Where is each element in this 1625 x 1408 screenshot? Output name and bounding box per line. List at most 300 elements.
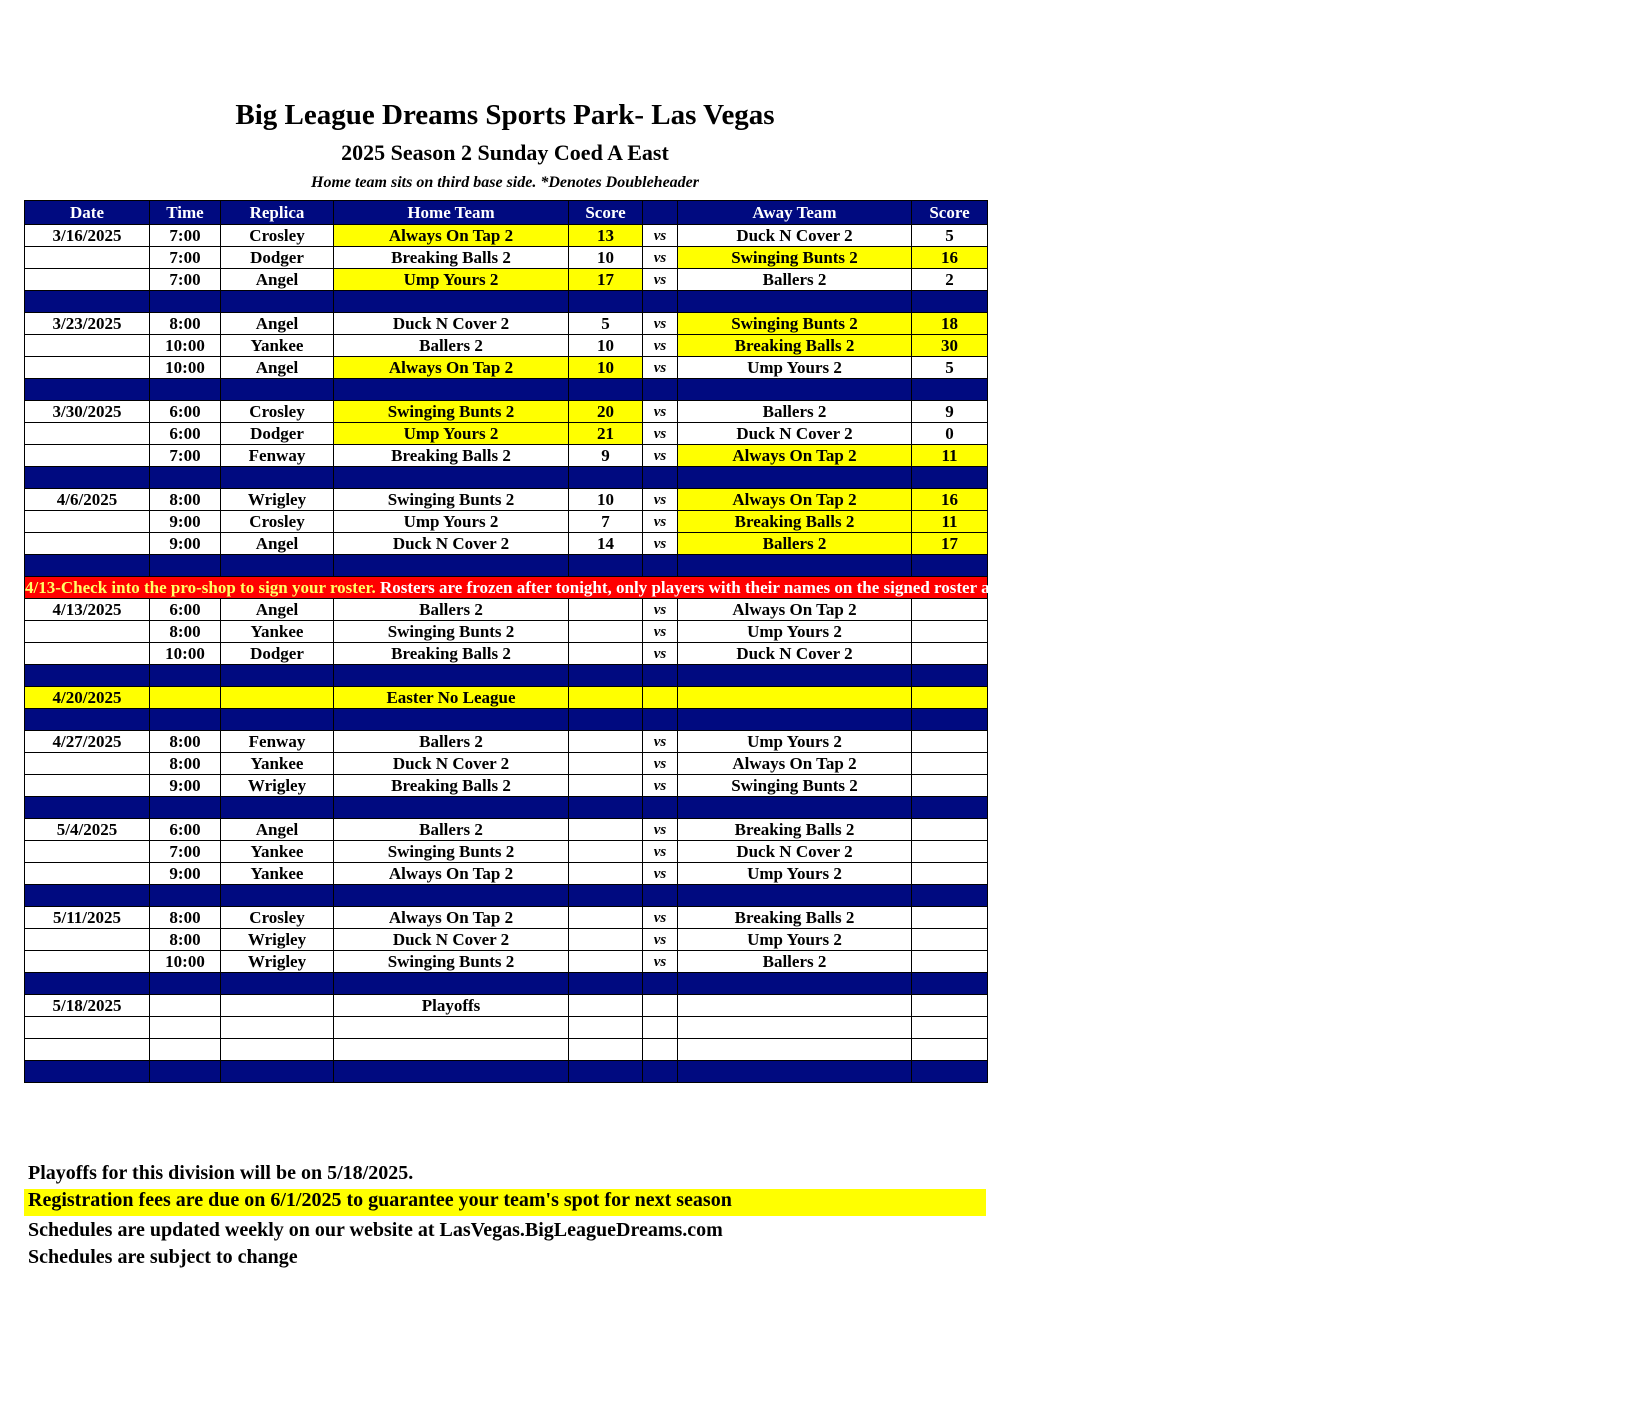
- away-score-cell: [912, 951, 988, 973]
- separator-cell: [25, 665, 150, 687]
- separator-cell: [678, 1061, 912, 1083]
- page-title: Big League Dreams Sports Park- Las Vegas: [235, 99, 775, 131]
- separator-row: [25, 665, 988, 687]
- home-team-cell: Duck N Cover 2: [334, 533, 569, 555]
- date-cell: 3/30/2025: [25, 401, 150, 423]
- separator-row: [25, 885, 988, 907]
- away-score-cell: 5: [912, 225, 988, 247]
- home-score-cell: [569, 907, 643, 929]
- away-score-cell: 30: [912, 335, 988, 357]
- home-score-cell: 10: [569, 247, 643, 269]
- vs-cell: vs: [643, 335, 678, 357]
- date-cell: [25, 335, 150, 357]
- separator-cell: [221, 467, 334, 489]
- column-header: Score: [569, 201, 643, 225]
- vs-cell: vs: [643, 863, 678, 885]
- home-score-cell: 10: [569, 357, 643, 379]
- schedule-note: Home team sits on third base side. *Denotes Doubleheader: [311, 174, 699, 191]
- home-team-cell: Breaking Balls 2: [334, 445, 569, 467]
- date-cell: [25, 929, 150, 951]
- vs-cell: vs: [643, 225, 678, 247]
- date-cell: [25, 423, 150, 445]
- separator-cell: [150, 291, 221, 313]
- separator-cell: [912, 467, 988, 489]
- separator-row: [25, 1061, 988, 1083]
- playoffs-note: Playoffs for this division will be on 5/18/2025.: [28, 1162, 414, 1184]
- vs-cell: vs: [643, 269, 678, 291]
- home-team-cell: Always On Tap 2: [334, 863, 569, 885]
- empty-cell: [221, 687, 334, 709]
- away-team-cell: Duck N Cover 2: [678, 643, 912, 665]
- vs-cell: vs: [643, 313, 678, 335]
- away-score-cell: 2: [912, 269, 988, 291]
- time-cell: [150, 995, 221, 1017]
- home-team-cell: Playoffs: [334, 995, 569, 1017]
- separator-cell: [678, 665, 912, 687]
- separator-row: [25, 709, 988, 731]
- home-team-cell: Ballers 2: [334, 599, 569, 621]
- time-cell: 8:00: [150, 313, 221, 335]
- time-cell: 10:00: [150, 951, 221, 973]
- time-cell: 6:00: [150, 599, 221, 621]
- vs-cell: vs: [643, 951, 678, 973]
- home-score-cell: [569, 1039, 643, 1061]
- separator-cell: [334, 291, 569, 313]
- separator-cell: [643, 291, 678, 313]
- home-score-cell: [569, 1017, 643, 1039]
- separator-cell: [221, 797, 334, 819]
- separator-cell: [150, 467, 221, 489]
- vs-cell: vs: [643, 753, 678, 775]
- game-row: [25, 819, 988, 841]
- away-team-cell: Swinging Bunts 2: [678, 313, 912, 335]
- separator-cell: [25, 885, 150, 907]
- separator-cell: [150, 709, 221, 731]
- separator-cell: [334, 467, 569, 489]
- vs-cell: [643, 1017, 678, 1039]
- game-row: [25, 907, 988, 929]
- game-row: [25, 599, 988, 621]
- date-cell: [25, 357, 150, 379]
- field-cell: Fenway: [221, 731, 334, 753]
- date-cell: 3/23/2025: [25, 313, 150, 335]
- date-cell: [25, 841, 150, 863]
- game-row: [25, 621, 988, 643]
- separator-cell: [912, 379, 988, 401]
- home-score-cell: 14: [569, 533, 643, 555]
- home-team-cell: Duck N Cover 2: [334, 313, 569, 335]
- away-score-cell: [912, 775, 988, 797]
- away-score-cell: [912, 995, 988, 1017]
- separator-cell: [150, 1061, 221, 1083]
- game-row: [25, 775, 988, 797]
- field-cell: [221, 1039, 334, 1061]
- time-cell: 8:00: [150, 489, 221, 511]
- away-team-cell: Always On Tap 2: [678, 489, 912, 511]
- away-team-cell: Breaking Balls 2: [678, 907, 912, 929]
- schedule-table: [24, 200, 1625, 1083]
- away-score-cell: [912, 1017, 988, 1039]
- home-score-cell: 20: [569, 401, 643, 423]
- vs-cell: vs: [643, 511, 678, 533]
- game-row: [25, 1017, 988, 1039]
- away-team-cell: Ump Yours 2: [678, 621, 912, 643]
- separator-row: [25, 291, 988, 313]
- separator-cell: [25, 555, 150, 577]
- field-cell: [221, 995, 334, 1017]
- separator-cell: [569, 973, 643, 995]
- date-cell: [25, 775, 150, 797]
- field-cell: Wrigley: [221, 951, 334, 973]
- game-row: [25, 445, 988, 467]
- separator-cell: [912, 885, 988, 907]
- field-cell: Yankee: [221, 621, 334, 643]
- game-row: [25, 225, 988, 247]
- field-cell: Wrigley: [221, 929, 334, 951]
- separator-cell: [912, 555, 988, 577]
- date-cell: 5/11/2025: [25, 907, 150, 929]
- separator-cell: [912, 973, 988, 995]
- separator-cell: [25, 291, 150, 313]
- date-cell: [25, 643, 150, 665]
- field-cell: Yankee: [221, 863, 334, 885]
- special-event-cell: Easter No League: [334, 687, 569, 709]
- home-score-cell: 9: [569, 445, 643, 467]
- game-row: [25, 731, 988, 753]
- game-row: [25, 423, 988, 445]
- date-cell: 3/16/2025: [25, 225, 150, 247]
- separator-cell: [334, 1061, 569, 1083]
- separator-cell: [912, 709, 988, 731]
- separator-cell: [221, 1061, 334, 1083]
- separator-cell: [221, 885, 334, 907]
- home-score-cell: [569, 863, 643, 885]
- time-cell: 9:00: [150, 775, 221, 797]
- home-team-cell: Duck N Cover 2: [334, 753, 569, 775]
- vs-cell: vs: [643, 907, 678, 929]
- vs-cell: [643, 1039, 678, 1061]
- date-cell: 4/6/2025: [25, 489, 150, 511]
- away-score-cell: [912, 841, 988, 863]
- game-row: [25, 335, 988, 357]
- time-cell: 6:00: [150, 819, 221, 841]
- away-team-cell: Ballers 2: [678, 269, 912, 291]
- time-cell: 10:00: [150, 643, 221, 665]
- away-team-cell: Ballers 2: [678, 401, 912, 423]
- game-row: [25, 841, 988, 863]
- special-row: [25, 687, 988, 709]
- date-cell: [25, 445, 150, 467]
- home-team-cell: Always On Tap 2: [334, 225, 569, 247]
- vs-cell: [643, 995, 678, 1017]
- column-header: Time: [150, 201, 221, 225]
- date-cell: [25, 863, 150, 885]
- separator-cell: [569, 1061, 643, 1083]
- separator-cell: [221, 379, 334, 401]
- away-score-cell: [912, 643, 988, 665]
- column-header: Date: [25, 201, 150, 225]
- date-cell: [25, 533, 150, 555]
- separator-cell: [221, 291, 334, 313]
- date-cell: 4/13/2025: [25, 599, 150, 621]
- separator-cell: [912, 291, 988, 313]
- away-team-cell: Ballers 2: [678, 951, 912, 973]
- field-cell: Wrigley: [221, 489, 334, 511]
- away-score-cell: [912, 863, 988, 885]
- home-team-cell: Ump Yours 2: [334, 269, 569, 291]
- field-cell: Yankee: [221, 841, 334, 863]
- separator-cell: [643, 885, 678, 907]
- separator-cell: [25, 379, 150, 401]
- away-score-cell: [912, 599, 988, 621]
- field-cell: [221, 1017, 334, 1039]
- column-header: Away Team: [678, 201, 912, 225]
- field-cell: Yankee: [221, 753, 334, 775]
- time-cell: [150, 1017, 221, 1039]
- date-cell: [25, 269, 150, 291]
- vs-cell: vs: [643, 841, 678, 863]
- time-cell: 7:00: [150, 269, 221, 291]
- game-row: [25, 401, 988, 423]
- away-score-cell: 0: [912, 423, 988, 445]
- home-team-cell: Swinging Bunts 2: [334, 401, 569, 423]
- home-score-cell: 13: [569, 225, 643, 247]
- separator-cell: [912, 665, 988, 687]
- home-score-cell: [569, 599, 643, 621]
- date-cell: [25, 951, 150, 973]
- separator-cell: [150, 555, 221, 577]
- notice-text: Rosters are frozen after tonight, only players with their names on the signed roster are eligible for playoffs. Please check carefully as changes will not be made for omissions.: [375, 577, 1625, 597]
- vs-cell: vs: [643, 247, 678, 269]
- home-team-cell: Swinging Bunts 2: [334, 621, 569, 643]
- home-score-cell: [569, 951, 643, 973]
- away-score-cell: [912, 819, 988, 841]
- away-score-cell: [912, 731, 988, 753]
- separator-cell: [912, 1061, 988, 1083]
- vs-cell: vs: [643, 731, 678, 753]
- home-team-cell: Swinging Bunts 2: [334, 951, 569, 973]
- field-cell: Angel: [221, 819, 334, 841]
- column-header: Score: [912, 201, 988, 225]
- game-row: [25, 269, 988, 291]
- time-cell: 10:00: [150, 335, 221, 357]
- away-team-cell: Swinging Bunts 2: [678, 775, 912, 797]
- away-score-cell: 17: [912, 533, 988, 555]
- column-header: [643, 201, 678, 225]
- away-score-cell: [912, 907, 988, 929]
- time-cell: [150, 1039, 221, 1061]
- separator-cell: [334, 885, 569, 907]
- time-cell: 6:00: [150, 423, 221, 445]
- time-cell: 9:00: [150, 863, 221, 885]
- vs-cell: vs: [643, 643, 678, 665]
- time-cell: 7:00: [150, 225, 221, 247]
- home-score-cell: [569, 929, 643, 951]
- separator-cell: [569, 885, 643, 907]
- separator-cell: [643, 1061, 678, 1083]
- time-cell: 10:00: [150, 357, 221, 379]
- home-score-cell: [569, 731, 643, 753]
- field-cell: Angel: [221, 533, 334, 555]
- game-row: [25, 995, 988, 1017]
- separator-cell: [150, 797, 221, 819]
- separator-cell: [643, 467, 678, 489]
- separator-cell: [334, 709, 569, 731]
- home-team-cell: Ballers 2: [334, 819, 569, 841]
- away-score-cell: 9: [912, 401, 988, 423]
- column-header: Replica: [221, 201, 334, 225]
- vs-cell: vs: [643, 357, 678, 379]
- home-score-cell: [569, 621, 643, 643]
- home-team-cell: Always On Tap 2: [334, 357, 569, 379]
- date-cell: [25, 511, 150, 533]
- game-row: [25, 951, 988, 973]
- home-team-cell: Duck N Cover 2: [334, 929, 569, 951]
- away-team-cell: Ump Yours 2: [678, 929, 912, 951]
- home-team-cell: Breaking Balls 2: [334, 247, 569, 269]
- away-score-cell: 16: [912, 247, 988, 269]
- time-cell: 8:00: [150, 731, 221, 753]
- separator-row: [25, 379, 988, 401]
- separator-row: [25, 467, 988, 489]
- game-row: [25, 863, 988, 885]
- separator-cell: [678, 709, 912, 731]
- separator-cell: [912, 797, 988, 819]
- away-team-cell: [678, 995, 912, 1017]
- separator-cell: [25, 973, 150, 995]
- field-cell: Crosley: [221, 907, 334, 929]
- home-score-cell: [569, 841, 643, 863]
- away-team-cell: Always On Tap 2: [678, 445, 912, 467]
- separator-cell: [678, 973, 912, 995]
- separator-cell: [150, 885, 221, 907]
- separator-cell: [678, 467, 912, 489]
- separator-cell: [643, 973, 678, 995]
- away-team-cell: Breaking Balls 2: [678, 819, 912, 841]
- separator-cell: [569, 797, 643, 819]
- date-cell: 5/18/2025: [25, 995, 150, 1017]
- separator-cell: [569, 467, 643, 489]
- field-cell: Wrigley: [221, 775, 334, 797]
- separator-cell: [25, 467, 150, 489]
- separator-cell: [221, 709, 334, 731]
- date-cell: [25, 247, 150, 269]
- field-cell: Angel: [221, 269, 334, 291]
- away-score-cell: [912, 929, 988, 951]
- separator-cell: [569, 555, 643, 577]
- home-team-cell: Ump Yours 2: [334, 423, 569, 445]
- date-cell: [25, 621, 150, 643]
- empty-cell: [150, 687, 221, 709]
- time-cell: 6:00: [150, 401, 221, 423]
- away-score-cell: 11: [912, 511, 988, 533]
- game-row: [25, 247, 988, 269]
- separator-cell: [643, 709, 678, 731]
- date-cell: 4/27/2025: [25, 731, 150, 753]
- home-team-cell: Swinging Bunts 2: [334, 489, 569, 511]
- game-row: [25, 489, 988, 511]
- empty-cell: [569, 687, 643, 709]
- home-score-cell: [569, 775, 643, 797]
- home-score-cell: 21: [569, 423, 643, 445]
- home-team-cell: Ballers 2: [334, 335, 569, 357]
- separator-cell: [150, 665, 221, 687]
- home-team-cell: Ballers 2: [334, 731, 569, 753]
- vs-cell: vs: [643, 599, 678, 621]
- game-row: [25, 753, 988, 775]
- separator-cell: [334, 665, 569, 687]
- home-score-cell: [569, 819, 643, 841]
- game-row: [25, 313, 988, 335]
- vs-cell: vs: [643, 445, 678, 467]
- separator-row: [25, 555, 988, 577]
- separator-cell: [643, 379, 678, 401]
- away-score-cell: 16: [912, 489, 988, 511]
- time-cell: 8:00: [150, 621, 221, 643]
- separator-cell: [643, 665, 678, 687]
- separator-cell: [334, 973, 569, 995]
- away-team-cell: [678, 1039, 912, 1061]
- game-row: [25, 533, 988, 555]
- vs-cell: vs: [643, 533, 678, 555]
- separator-cell: [334, 379, 569, 401]
- game-row: [25, 643, 988, 665]
- time-cell: 7:00: [150, 445, 221, 467]
- field-cell: Fenway: [221, 445, 334, 467]
- game-row: [25, 357, 988, 379]
- field-cell: Angel: [221, 599, 334, 621]
- away-team-cell: Always On Tap 2: [678, 753, 912, 775]
- header-row: [25, 201, 988, 225]
- home-team-cell: Breaking Balls 2: [334, 775, 569, 797]
- home-score-cell: 5: [569, 313, 643, 335]
- time-cell: 7:00: [150, 247, 221, 269]
- home-score-cell: [569, 643, 643, 665]
- separator-cell: [678, 797, 912, 819]
- away-team-cell: Ballers 2: [678, 533, 912, 555]
- separator-cell: [678, 379, 912, 401]
- away-team-cell: Ump Yours 2: [678, 863, 912, 885]
- registration-note: Registration fees are due on 6/1/2025 to guarantee your team's spot for next season: [24, 1189, 986, 1216]
- away-team-cell: Duck N Cover 2: [678, 423, 912, 445]
- column-header: Home Team: [334, 201, 569, 225]
- time-cell: 7:00: [150, 841, 221, 863]
- home-score-cell: [569, 753, 643, 775]
- away-score-cell: [912, 621, 988, 643]
- date-cell: 5/4/2025: [25, 819, 150, 841]
- separator-cell: [569, 665, 643, 687]
- field-cell: Crosley: [221, 225, 334, 247]
- separator-cell: [25, 709, 150, 731]
- field-cell: Dodger: [221, 643, 334, 665]
- date-cell: [25, 1017, 150, 1039]
- away-score-cell: 11: [912, 445, 988, 467]
- game-row: [25, 511, 988, 533]
- home-score-cell: 7: [569, 511, 643, 533]
- vs-cell: vs: [643, 423, 678, 445]
- away-team-cell: Always On Tap 2: [678, 599, 912, 621]
- away-score-cell: 5: [912, 357, 988, 379]
- home-score-cell: 17: [569, 269, 643, 291]
- empty-cell: [678, 687, 912, 709]
- away-score-cell: 18: [912, 313, 988, 335]
- separator-cell: [25, 1061, 150, 1083]
- separator-cell: [678, 885, 912, 907]
- away-score-cell: [912, 753, 988, 775]
- page-subtitle: 2025 Season 2 Sunday Coed A East: [341, 140, 669, 165]
- field-cell: Angel: [221, 313, 334, 335]
- separator-cell: [334, 555, 569, 577]
